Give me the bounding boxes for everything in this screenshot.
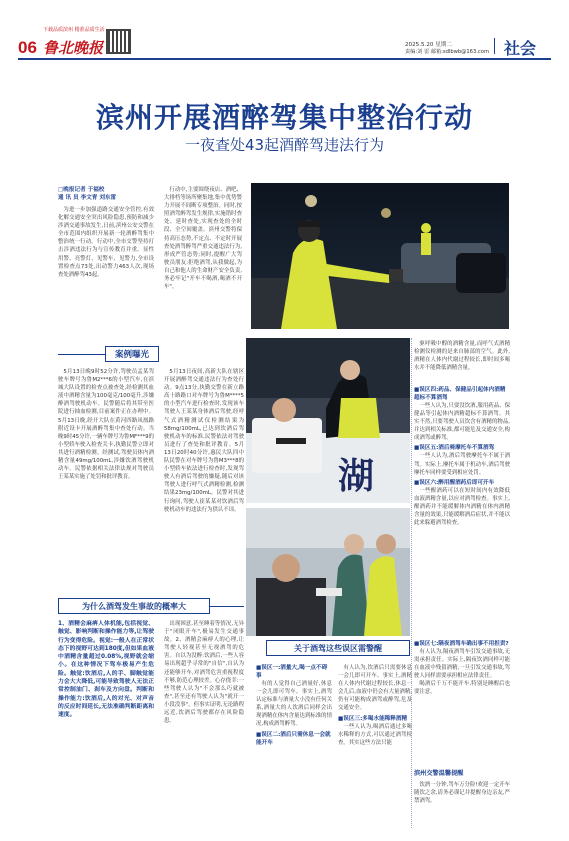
intro-column-1: 为进一步加强道路交通安全管控,有效化解交通安全突出风险隐患,预防和减少涉酒交通事故发生,日前,滨州公安交警在全市范围内组织开展新一轮酒醉驾集中整治统一行动。行动中,全市交警坚持打击涉酒违法行为与宣传教育并重。显性用警、亮警灯、见警车、见警力,全市设置检查点73处,出动警力463人次,现场查处酒醉驾43起。 bbox=[58, 207, 154, 278]
cases-column-1: 5月13日晚9时52分许,驾驶员孟某驾驶车牌号为鲁M2***6的小型汽车,在滨城大队设置的检查点被查处,经检测其血液中酒精含量为100毫克/100毫升,涉嫌醉酒驾驶机动车。民警随后将其带至医院进行抽血检测,目前案件正在办理中。5月13日晚,经开大队在黄河四路凤凰路附近设卡开展酒醉驾集中查处行动。当晚9时45分许,一辆车牌号为鲁MF***9的小型轿车驶入检查关卡,执勤民警立即对其进行酒精检测。经测试,驾驶员体内酒精含量49mg/100mL,涉嫌饮酒驾驶机动车。民警依据相关法律法规对驾驶员王某某实施了处罚和批评教育。 bbox=[58, 369, 154, 481]
column-rule bbox=[411, 338, 412, 828]
myths-column-1 bbox=[256, 664, 332, 829]
myth-item-1-title: ■误区一:酒量大,喝一点不碍事 bbox=[256, 665, 328, 679]
blood-test-photo-art bbox=[246, 508, 410, 636]
qr-code-icon bbox=[106, 29, 131, 54]
myth-item-4-title: ■误区四:药品、保健品引起体内酒精超标不算酒驾 bbox=[414, 387, 506, 401]
myth-item-7-title: ■误区七:隔夜酒驾车确出事不用担责? bbox=[414, 641, 509, 647]
myths-column-2 bbox=[338, 664, 412, 829]
svg-text:湖: 湖 bbox=[338, 456, 375, 497]
cases-title-rule bbox=[58, 354, 105, 355]
byline: □晚报记者 于福校 通 讯 员 李文青 刘东雷 bbox=[58, 187, 117, 202]
breath-test-photo bbox=[246, 338, 410, 503]
tips-body: 饮酒一分钟,驾车万分险!欢迎一定开车随饮之余,请务必谨记并提醒身边亲友,严禁酒驾。 bbox=[414, 782, 510, 805]
issue-date: 2025.5.20 星期二 bbox=[405, 42, 453, 48]
myth-item-6 bbox=[414, 479, 510, 527]
masthead-rule bbox=[18, 58, 551, 60]
cases-column-3-top: 驱呼吸中醇的酒精含量,而呼气式酒精检测仪检测的是来自肺部的空气。此外,酒精在人体内代谢过程较长,即时间多喝水并不能降低酒精含量。 bbox=[414, 341, 510, 372]
subheadline: 一夜查处43起酒醉驾违法行为 bbox=[184, 136, 385, 154]
brand-logo: 鲁北晚报 bbox=[43, 39, 104, 57]
myth-item-4-body: 一些人认为,只要没饮酒,服用药品、保健品等引起体内酒精超标不算酒驾。其实不然,只要驾驶人员饮含有酒精的物品,并达到相关标准,都可能危及交通安全,构成酒驾或醉驾。 bbox=[414, 403, 510, 442]
section-divider bbox=[494, 38, 495, 54]
myth-list-right bbox=[414, 386, 510, 596]
myth-item-6-body: 一些醒酒药可以在短时间内有效降低血液酒精含量,以应对酒驾检查。事实上,醒酒药并不能缓解体内酒精在体内酒精含量的效果,只能缓解酒后症状,并不能以此来躲避酒驾检查。 bbox=[414, 487, 510, 527]
myth-item-2-title: ■误区二:酒后只需休息一会就能开车 bbox=[256, 731, 331, 746]
probability-section-title: 为什么酒驾发生事故的概率大 bbox=[58, 598, 210, 614]
tips-title: 滨州交警温馨提醒 bbox=[414, 770, 464, 777]
myth-item-3-body: 一些人认为,喝酒后通过多喝水稀释的方式,可以通过酒驾检查。其实这些方法只能 bbox=[338, 723, 412, 746]
myth-item-1-body: 有的人觉得自己酒量好,休息一会儿即可驾车。事实上,酒驾认定标准与酒量大小没有任何关系,酒量大的人饮酒后同样会出现酒精在体内含量达到标准的情况,构成酒驾醉驾。 bbox=[256, 681, 332, 728]
probability-column-2: 出现困意,甚至睡着等情况,无异于"闭眼开车",极易发生交通事故。2、酒精会麻痹人的心理,让驾驶人轻视甚至无视酒驾的危害。自以为没醉:饮酒后,一些人容易出现超乎寻常的"自信",自认为还能够开车,对酒驾危害重视程度不够,防范心理较差。心存侥幸:一些驾驶人认为"不会那么巧就被查",甚至还有驾驶人认为"就开一小段没事"。但事实证明,无论路程远近,饮酒后驾驶都存在风险隐患。 bbox=[164, 621, 244, 725]
myth-item-5-body: 一些人认为,酒后驾驶摩托车不属于酒驾。实际上,摩托车属于机动车,酒后驾驶摩托车同样要受到相应处罚。 bbox=[414, 453, 510, 476]
masthead-slogan: 下载品质滨州 精准品质生活 bbox=[43, 27, 105, 33]
cases-section-title: 案例曝光 bbox=[105, 346, 159, 362]
myth-closing-note: 喝酒后千万不能开车,特别是睡醒后也要注意。 bbox=[414, 681, 510, 696]
page-number: 06 bbox=[18, 38, 37, 57]
myth-item-3-title: ■误区三:多喝水能稀释酒精 bbox=[338, 715, 408, 722]
masthead bbox=[0, 0, 569, 58]
cases-column-2: 5月13日夜间,高新大队在辖区开展酒醉驾交通违法行为查处行动。9点13分,执勤交警在新立路高十路路口对车牌号为鲁M****5的小型汽车进行检查时,发现该车驾驶人王某某身体酒后驾驶,经呼气式酒精测试仪检测结果为58mg/100mL,已达到饮酒后驾驶机动车的标准,民警依法对驾驶员进行了查处和批评教育。5月13日20时40分许,惠民大队四中队民警在对车牌号为鲁M3***8的小型轿车依法进行检查时,发现驾驶人有酒后驾驶的嫌疑,随后对该驾驶人进行呼气式酒精检测,检测结果23mg/100mL。民警对其进行询问,驾驶人崔某某对饮酒后驾驶机动车的违法行为供认不讳。 bbox=[164, 369, 244, 513]
myth-item-4 bbox=[414, 386, 510, 442]
breath-test-photo-art bbox=[246, 338, 410, 503]
section-name: 社会 bbox=[504, 39, 537, 58]
myth-item-5 bbox=[414, 444, 510, 476]
probability-column-1 bbox=[58, 620, 154, 825]
checkpoint-photo bbox=[251, 183, 509, 329]
intro-column-2: 行动中,主要围绕夜店、酒吧、大排档等场所聚集地,集中优势警力开展不间断专项整治。同时,按照酒驾醉驾发生规律,实施错时查处、延时查处,实现查处的全时段、全空间覆盖。滨州交警将保持高压态势,不定点、不定时开展查处酒驾醉驾严重交通违法行为,形成严管态势;同时,提醒广大驾驶员朋友:拒绝酒驾,从我做起,为自己和他人的生命财产安全负责,务必牢记"开车不喝酒,喝酒不开车"。 bbox=[164, 187, 242, 291]
myth-item-7-body: 有人认为,隔夜酒驾车引发交通事故,无需承担责任。实际上,隔夜饮酒同样可能在血液中残留酒精,一旦引发交通事故,驾驶人同样需要承担相应法律责任。 bbox=[414, 649, 510, 680]
myth-item-5-title: ■误区五:酒后骑摩托车不算酒驾 bbox=[414, 445, 495, 452]
myth-item-6-title: ■误区六:醉用醒酒药后即可开车 bbox=[414, 479, 495, 486]
blood-test-photo bbox=[246, 508, 410, 636]
editor-credits: 责编:刘 雷 邮箱:sdlbwb@163.com bbox=[405, 49, 490, 55]
myth-item-2-body: 有人认为,饮酒后只需要休息一会儿即可开车。事实上,酒精在人体内代谢过程较长,休息一会儿后,血液中仍会有大量酒精,仍有可能构成酒驾或醉驾,危及交通安全。 bbox=[338, 665, 412, 712]
myth-item-7 bbox=[414, 640, 510, 760]
probability-title-rule bbox=[210, 606, 244, 607]
probability-point-1: 1、酒精会麻痹人体机能,包括视觉、触觉、影响判断和操作能力等,让驾驶行为变得危险。视觉:一般人在正常状态下的视野可达到180度,但如果血液中酒精含量超过0.08%,视野就会缩小。在这种情况下驾车极易产生危险。触觉:饮酒后,人的手、脚触觉能力会大大降低,可能导致驾驶人无法正常控制油门、刹车及方向盘。判断和操作能力:饮酒后,人的对光、对声音的反应时间延长,无法准确判断距离和速度。 bbox=[58, 621, 154, 719]
myths-section-title: 关于酒驾这些误区需警醒 bbox=[266, 640, 410, 656]
headline: 滨州开展酒醉驾集中整治行动 bbox=[95, 101, 473, 134]
checkpoint-photo-art bbox=[251, 183, 509, 329]
